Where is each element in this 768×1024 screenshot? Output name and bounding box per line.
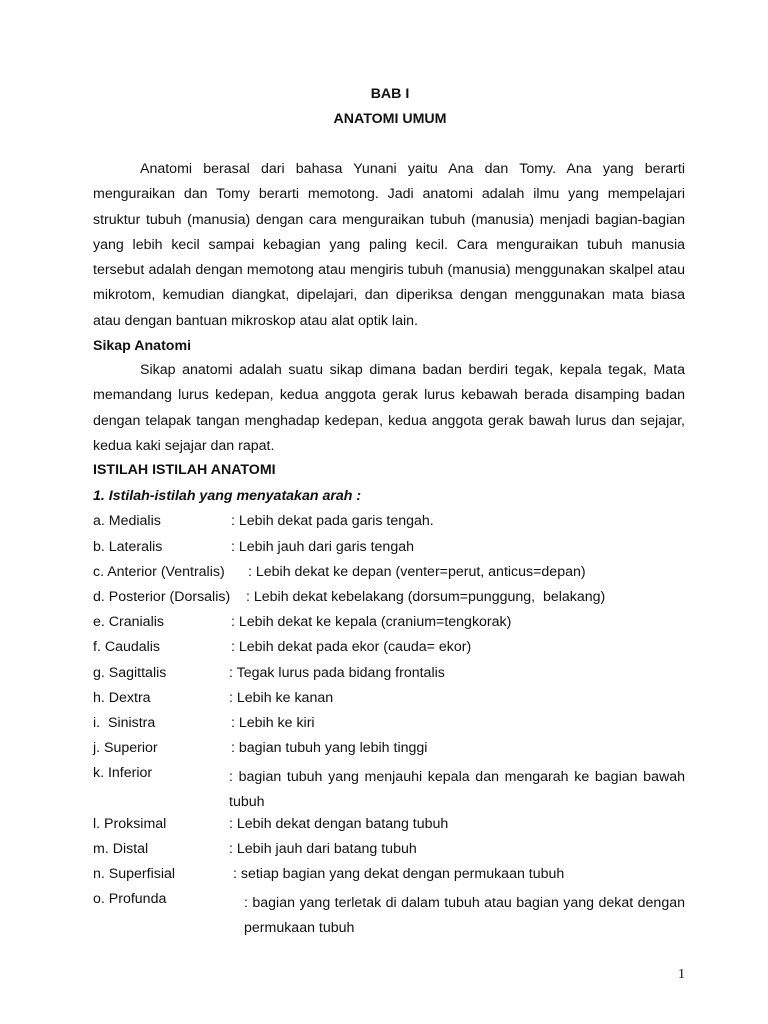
term-label: h. Dextra (93, 690, 151, 706)
term-label: o. Profunda (93, 891, 167, 907)
term-label: n. Superfisial (93, 866, 176, 882)
term-definition: : Lebih dekat ke depan (venter=perut, anticus=depan) (248, 564, 586, 580)
term-definition: : Lebih dekat pada garis tengah. (231, 513, 434, 529)
term-definition: : bagian yang terletak di dalam tubuh atau bagian yang dekat dengan permukaan tubuh (244, 895, 685, 936)
term-definition: : bagian tubuh yang menjauhi kepala dan mengarah ke bagian bawah tubuh (229, 769, 685, 810)
term-label: j. Superior (93, 740, 158, 756)
term-definition: : Lebih dekat kebelakang (dorsum=punggung, belakang) (246, 589, 606, 605)
term-label: f. Caudalis (93, 639, 161, 655)
term-label: a. Medialis (93, 513, 161, 529)
term-definition: : Lebih jauh dari batang tubuh (229, 841, 417, 857)
term-definition: : Lebih dekat ke kepala (cranium=tengkorak) (231, 614, 512, 630)
term-label: k. Inferior (93, 765, 153, 781)
term-definition: : Lebih ke kanan (229, 690, 334, 706)
term-definition: : bagian tubuh yang lebih tinggi (231, 740, 428, 756)
section-heading-sikap: Sikap Anatomi (93, 338, 192, 354)
term-definition: : Lebih dekat pada ekor (cauda= ekor) (231, 639, 472, 655)
term-label: i. Sinistra (93, 715, 156, 731)
term-definition: : Lebih ke kiri (231, 715, 315, 731)
term-definition: : Lebih jauh dari garis tengah (231, 539, 414, 555)
term-label: m. Distal (93, 841, 149, 857)
term-label: l. Proksimal (93, 816, 167, 832)
intro-paragraph: Anatomi berasal dari bahasa Yunani yaitu Ana dan Tomy. Ana yang berarti menguraikan dan Tomy berarti memotong. Jadi anatomi adalah ilmu yang mempelajari struktur tubuh (manusia) dengan cara menguraikan tubuh (manusia) menjadi bagian-bagian yang lebih kecil sampai kebagian yang paling kecil. Cara menguraikan tubuh manusia tersebut adalah dengan memotong atau mengiris tubuh (manusia) menggunakan skalpel atau mikrotom, kemudian diangkat, dipelajari, dan diperiksa dengan menggunakan mata biasa atau dengan bantuan mikroskop atau alat optik lain. (93, 161, 685, 329)
term-definition: : setiap bagian yang dekat dengan permukaan tubuh (233, 866, 565, 882)
document-title: ANATOMI UMUM (333, 111, 447, 127)
section-heading-istilah: ISTILAH ISTILAH ANATOMI (93, 462, 276, 478)
term-definition: : Tegak lurus pada bidang frontalis (229, 665, 445, 681)
chapter-label: BAB I (370, 86, 410, 102)
term-label: e. Cranialis (93, 614, 164, 630)
term-label: b. Lateralis (93, 539, 163, 555)
term-label: c. Anterior (Ventralis) (93, 564, 225, 580)
term-label: d. Posterior (Dorsalis) (93, 589, 231, 605)
subsection-heading-arah: 1. Istilah-istilah yang menyatakan arah : (93, 488, 362, 504)
term-definition: : Lebih dekat dengan batang tubuh (229, 816, 449, 832)
sikap-paragraph: Sikap anatomi adalah suatu sikap dimana badan berdiri tegak, kepala tegak, Mata memandang lurus kedepan, kedua anggota gerak lurus kebawah berada disamping badan dengan telapak tangan menghadap kedepan, kedua anggota gerak bawah lurus dan sejajar, kedua kaki sejajar dan rapat. (93, 362, 685, 454)
term-label: g. Sagittalis (93, 665, 167, 681)
page-number: 1 (678, 967, 685, 982)
